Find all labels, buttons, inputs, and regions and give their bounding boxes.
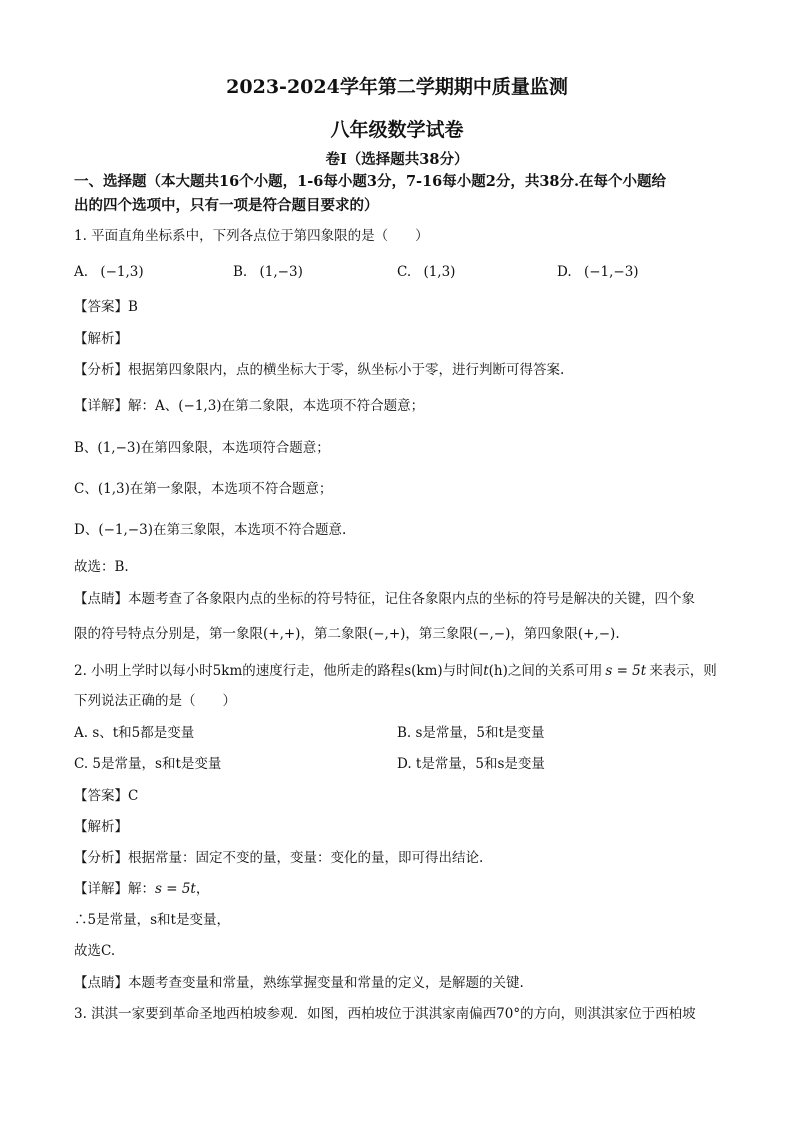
q1-detail-a [74,396,424,416]
q1-comment-line-2 [74,624,620,644]
q1-comment-sign-3: (−,−) [472,626,511,642]
q2-option-d: D. t是常量，5和s是变量 [397,756,545,772]
q1-option-c [397,262,455,282]
q2-comment: 【点睛】本题考查变量和常量，熟练掌握变量和常量的定义，是解题的关键. [74,975,524,991]
q1-comment-text-2: ，第二象限 [300,626,368,642]
q1-detail-a-point: (−1,3) [178,398,222,414]
q1-option-b [233,262,303,282]
q1-detail-a-prefix: 【详解】解：A、 [74,398,179,414]
q1-detail-d-text: 在第三象限，本选项不符合题意. [152,522,347,538]
q2-stem-text-c: 来表示，则 [649,663,717,679]
q2-therefore: ∴5是常量，s和t是变量， [74,912,230,928]
q2-fenxi: 【分析】根据常量：固定不变的量，变量：变化的量，即可得出结论. [74,850,484,866]
q1-comment-text-5: . [615,626,620,642]
q3-stem: 3. 淇淇一家要到革命圣地西柏坡参观．如图，西柏坡位于淇淇家南偏西70°的方向，则淇淇家位于西柏坡 [74,1006,696,1022]
section-heading-line-1: 一、选择题（本大题共16个小题，1-6每小题3分，7-16每小题2分，共38分.在每个小题给 [74,173,667,190]
q2-stem-line-1 [74,661,717,681]
q1-option-b-letter: B. [233,264,248,280]
q2-detail-prefix: 【详解】解： [74,881,155,897]
q1-option-a-letter: A. [74,264,89,280]
q1-detail-b-prefix: B、 [74,440,98,456]
q2-stem-equation: s = 5t [605,663,647,679]
q1-detail-c-text: 在第一象限，本选项不符合题意； [129,481,333,497]
q1-option-d-letter: D. [557,264,572,280]
q1-answer: 【答案】B [74,299,138,315]
q1-detail-b-text: 在第四象限，本选项符合题意； [140,440,330,456]
q1-analysis-label: 【解析】 [74,331,128,347]
q1-detail-a-text: 在第二象限，本选项不符合题意； [221,398,425,414]
q2-answer: 【答案】C [74,788,139,804]
q1-fenxi: 【分析】根据第四象限内，点的横坐标大于零，纵坐标小于零，进行判断可得答案. [74,362,565,378]
q2-choose: 故选C. [74,943,116,959]
q1-option-d-value: (−1,−3) [583,264,639,280]
q1-detail-c [74,479,332,499]
q1-detail-d-prefix: D、 [74,522,99,538]
q1-detail-d [74,520,346,540]
q2-detail [74,879,209,899]
q1-comment-sign-1: (+,+) [263,626,301,642]
section-heading-line-2: 出的四个选项中，只有一项是符合题目要求的） [74,197,379,214]
q2-stem-text-b: (h)之间的关系可用 [488,663,603,679]
q1-option-d [557,262,639,282]
q1-detail-b [74,438,330,458]
part-heading: 卷I（选择题共38分） [325,151,469,168]
q1-choose: 故选：B. [74,559,129,575]
q2-stem-var-t: t [483,663,489,679]
q1-option-c-letter: C. [397,264,412,280]
q1-detail-d-point: (−1,−3) [98,522,153,538]
q1-option-c-value: (1,3) [423,264,456,280]
exam-title: 2023-2024学年第二学期期中质量监测 [226,76,568,98]
q2-option-a: A. s、t和5都是变量 [74,725,195,741]
q1-comment-line-1: 【点睛】本题考查了各象限内点的坐标的符号特征，记住各象限内点的坐标的符号是解决的关键，四个象 [74,591,695,607]
q1-comment-sign-2: (−,+) [367,626,406,642]
q1-option-b-value: (1,−3) [259,264,303,280]
q1-comment-text-4: ，第四象限 [510,626,578,642]
q2-stem-line-2: 下列说法正确的是（ ） [74,693,236,709]
q1-detail-c-point: (1,3) [97,481,130,497]
q1-comment-text-1: 限的符号特点分别是，第一象限 [74,626,263,642]
q2-option-c: C. 5是常量，s和t是变量 [74,756,222,772]
q2-analysis-label: 【解析】 [74,819,128,835]
q2-option-b: B. s是常量，5和t是变量 [397,725,545,741]
q1-stem: 1. 平面直角坐标系中，下列各点位于第四象限的是（ ） [74,228,429,244]
q1-detail-c-prefix: C、 [74,481,98,497]
q2-detail-equation: s = 5t [155,881,196,897]
q1-detail-b-point: (1,−3) [97,440,141,456]
q1-comment-text-3: ，第三象限 [405,626,473,642]
q1-comment-sign-4: (+,−) [577,626,616,642]
exam-subtitle: 八年级数学试卷 [330,119,464,141]
q2-stem-text-a: 2. 小明上学时以每小时5km的速度行走，他所走的路程s(km)与时间 [74,663,484,679]
q1-option-a [74,262,144,282]
q2-detail-suffix: ， [195,881,210,897]
q1-option-a-value: (−1,3) [100,264,144,280]
